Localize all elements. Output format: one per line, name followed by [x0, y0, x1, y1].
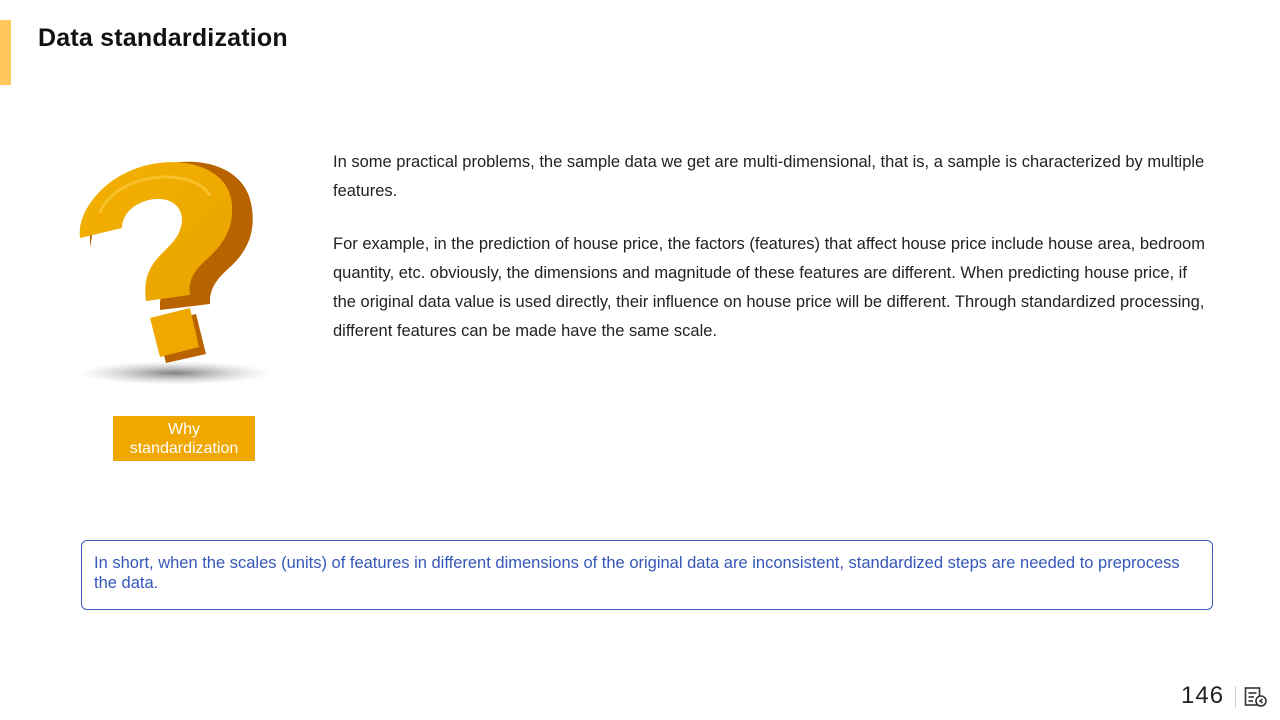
paragraph-example: For example, in the prediction of house price, the factors (features) that affect house price include house area, bedroom quantity, etc. obviously, the dimensions and magnitude of these features are different. When predicting house price, if the original data value is used directly, their influence on house price will be different. Through standardized processing, different features can be made have the same scale.: [333, 235, 1205, 340]
main-content: [333, 148, 1213, 370]
why-standardization-label: [113, 416, 255, 461]
why-standardization-text: Why standardization: [129, 420, 239, 457]
footer-divider: [1235, 686, 1236, 708]
question-mark-3d-icon: [60, 150, 290, 400]
summary-callout: [81, 540, 1213, 610]
page-title: Data standardization: [38, 24, 288, 52]
slide-nav-icon[interactable]: [1244, 686, 1268, 708]
paragraph-intro: In some practical problems, the sample data we get are multi-dimensional, that is, a sample is characterized by multiple features.: [333, 153, 1205, 200]
summary-text: In short, when the scales (units) of features in different dimensions of the original data are inconsistent, standardized steps are needed to preprocess the data.: [94, 554, 1180, 592]
page-number: 146: [1181, 682, 1225, 709]
title-accent-bar: [0, 20, 11, 85]
